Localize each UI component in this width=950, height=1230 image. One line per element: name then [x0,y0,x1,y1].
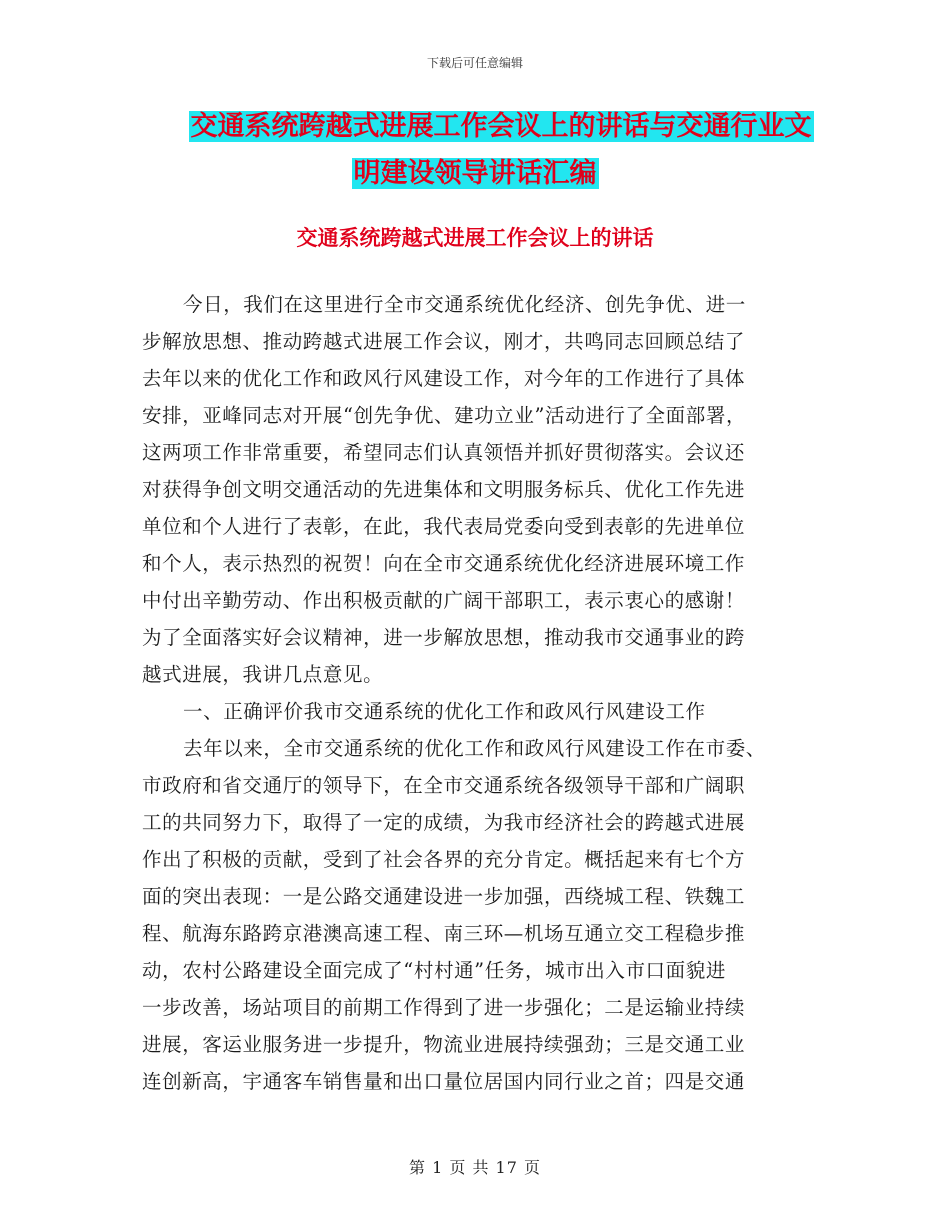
body-text [142,286,814,1100]
page-footer: 第 1 页 共 17 页 [409,1158,541,1177]
document-title-line-1 [0,110,950,144]
body-line: 面的突出表现：一是公路交通建设进一步加强，西绕城工程、铁魏工 [142,885,746,908]
body-line: 这两项工作非常重要，希望同志们认真领悟并抓好贯彻落实。会议还 [142,441,746,464]
body-line: 安排，亚峰同志对开展“创先争优、建功立业”活动进行了全面部署， [142,404,747,427]
body-line: 中付出辛勤劳动、作出积极贡献的广阔干部职工，表示衷心的感谢！ [142,589,746,612]
document-title [0,110,950,204]
section-title: 交通系统跨越式进展工作会议上的讲话 [296,226,654,250]
document-title-text-1: 交通系统跨越式进展工作会议上的讲话与交通行业文 [190,111,812,142]
body-line: 进展，客运业服务进一步提升，物流业进展持续强劲；三是交通工业 [142,1033,746,1056]
body-line: 工的共同努力下，取得了一定的成绩，为我市经济社会的跨越式进展 [142,811,746,834]
body-heading: 一、正确评价我市交通系统的优化工作和政风行风建设工作 [183,700,706,723]
document-title-line-2 [0,157,950,191]
body-line: 作出了积极的贡献，受到了社会各界的充分肯定。概括起来有七个方 [142,848,746,871]
body-line: 对获得争创文明交通活动的先进集体和文明服务标兵、优化工作先进 [142,478,746,501]
body-line: 和个人，表示热烈的祝贺！向在全市交通系统优化经济进展环境工作 [142,552,746,575]
header-note: 下载后可任意编辑 [426,56,523,70]
body-line: 为了全面落实好会议精神，进一步解放思想，推动我市交通事业的跨 [142,626,746,649]
body-line: 市政府和省交通厅的领导下，在全市交通系统各级领导干部和广阔职 [142,774,746,797]
body-line: 步解放思想、推动跨越式进展工作会议，刚才，共鸣同志回顾总结了 [142,330,746,353]
body-line: 一步改善，场站项目的前期工作得到了进一步强化；二是运输业持续 [142,996,746,1019]
body-line: 去年以来，全市交通系统的优化工作和政风行风建设工作在市委、 [183,737,766,760]
body-line: 连创新高，宇通客车销售量和出口量位居国内同行业之首；四是交通 [142,1070,746,1093]
body-line: 动，农村公路建设全面完成了“村村通”任务，城市出入市口面貌进 [142,959,726,982]
body-line: 程、航海东路跨京港澳高速工程、南三环—机场互通立交工程稳步推 [142,922,746,945]
body-line: 单位和个人进行了表彰，在此，我代表局党委向受到表彰的先进单位 [142,515,746,538]
document-title-text-2: 明建设领导讲话汇编 [353,158,597,189]
body-line: 去年以来的优化工作和政风行风建设工作，对今年的工作进行了具体 [142,367,746,390]
body-line: 今日，我们在这里进行全市交通系统优化经济、创先争优、进一 [183,293,746,316]
body-line: 越式进展，我讲几点意见。 [142,663,384,686]
